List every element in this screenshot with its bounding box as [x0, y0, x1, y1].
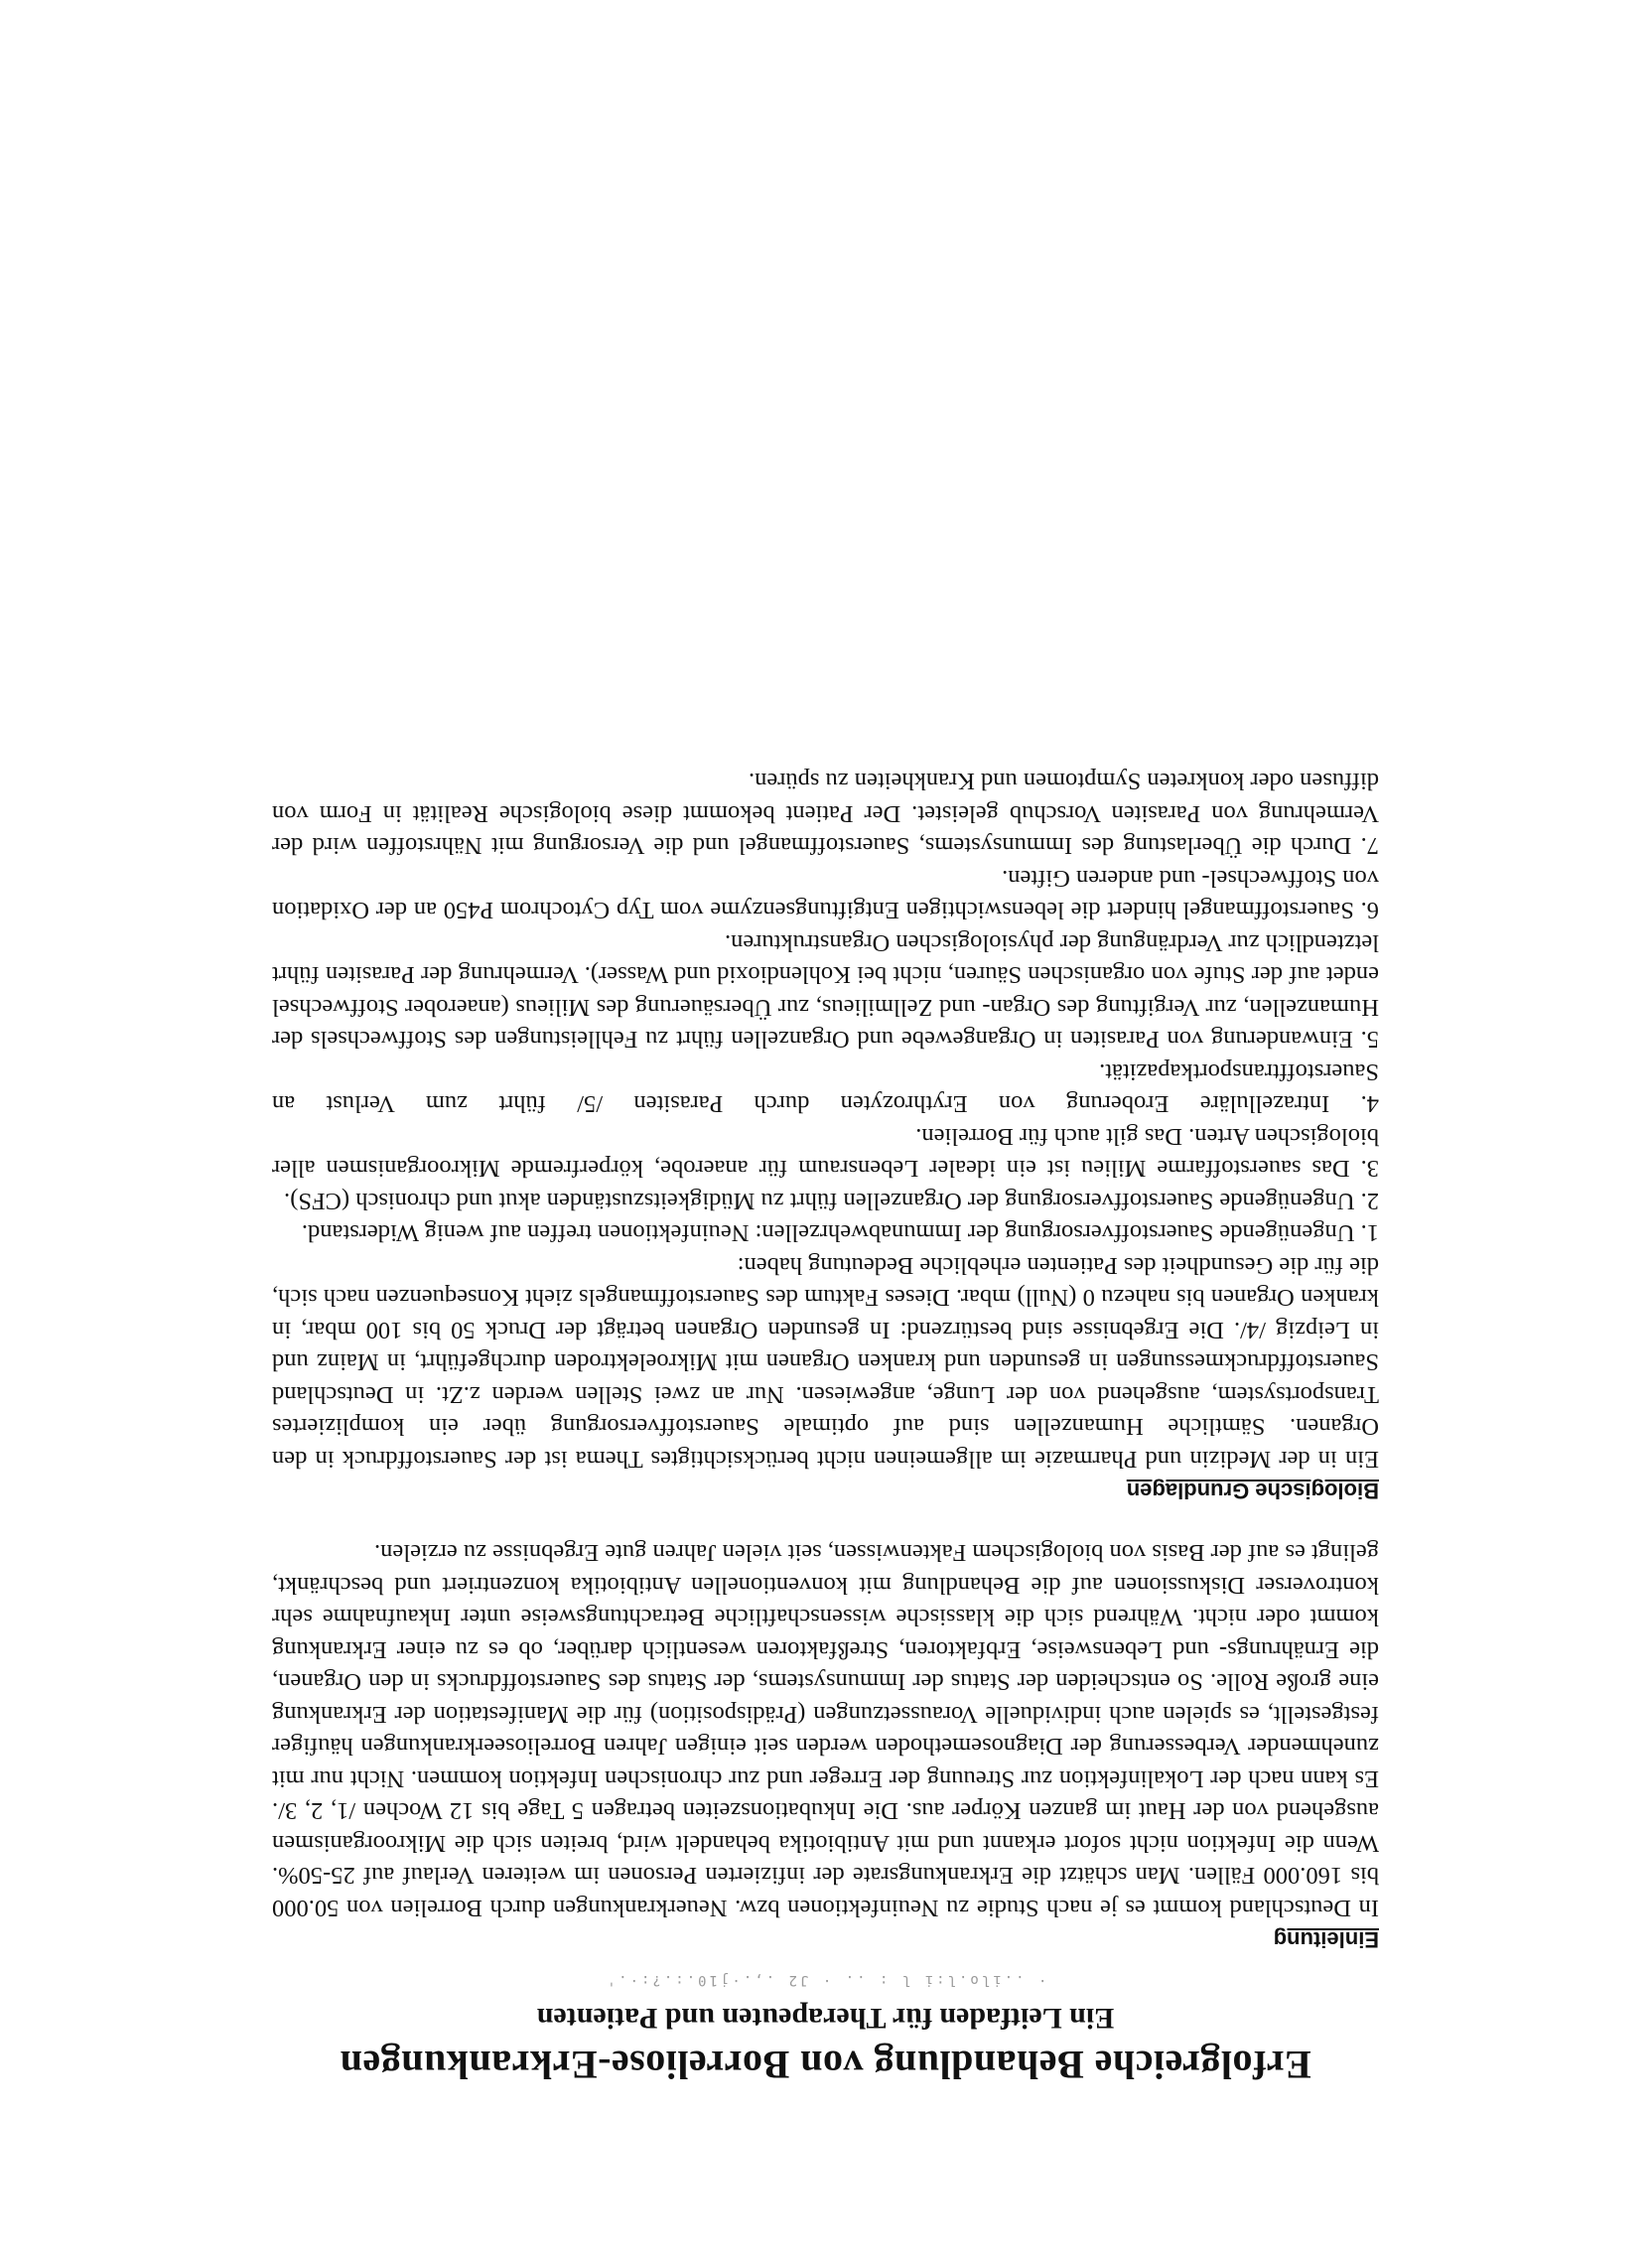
basics-heading: Biologische Grundlagen [1126, 1479, 1379, 1503]
document-page [272, 765, 1379, 2088]
list-item: 1. Ungenügende Sauerstoffversorgung der Immunabwehrzellen: Neuinfektionen treffen auf wenig Widerstand. [301, 1219, 1379, 1247]
document-title: Erfolgreiche Behandlung von Borreliose-Erkrankungen [340, 2043, 1311, 2087]
list-item: 6. Sauerstoffmangel hindert die lebenswichtigen Entgiftungsenzyme vom Typ Cytochrom P450 an der Oxidation von Stoffwechsel- und anderen Giften. [272, 865, 1379, 924]
section-basics [272, 765, 1379, 1506]
faint-stamp: · ..ilo.l:i l : .. · J2 .,.·j10.:.?:·.' [604, 1972, 1047, 1988]
list-item: 2. Ungenügende Sauerstoffversorgung der Organzellen führt zu Müdigkeitszuständen akut und chronisch (CFS). [284, 1188, 1379, 1214]
list-item: 3. Das sauerstoffarme Milieu ist ein idealer Lebensraum für anaerobe, körperfremde Mikroorganismen aller biologischen Arten. Das gilt auch für Borrelien. [272, 1123, 1379, 1183]
document-subtitle: Ein Leitfaden für Therapeuten und Patienten [536, 2002, 1115, 2035]
basics-paragraph: Ein in der Medizin und Pharmazie im allgemeinen nicht berücksichtigtes Thema ist der Sauerstoffdruck in den Organen. Sämtliche Humanzellen sind auf optimale Sauerstoffversorgung über ein kompliziertes Transportsystem, ausgehend von der Lunge, angewiesen. Nur an zwei Stellen werden z.Zt. in Deutschland Sauerstoffdruckmessungen in gesunden und kranken Organen mit Mikroelektroden durchgeführt, in Mainz und in Leipzig /4/. Die Ergebnisse sind bestürzend: In gesunden Organen beträgt der Druck 50 bis 100 mbar, in kranken Organen bis nahezu 0 (Null) mbar. Dieses Faktum des Sauerstoffmangels zieht Konsequenzen nach sich, die für die Gesundheit des Patienten erhebliche Bedeutung haben: [272, 1252, 1379, 1473]
intro-paragraph: In Deutschland kommt es je nach Studie zu Neuinfektionen bzw. Neuerkrankungen durch Borrelien von 50.000 bis 160.000 Fällen. Man schätzt die Erkrankungsrate der infizierten Personen im weiteren Verlauf auf 25-50%. Wenn die Infektion nicht sofort erkannt und mit Antibiotika behandelt wird, breiten sich die Mikroorganismen ausgehend von der Haut im ganzen Körper aus. Die Inkubationszeiten betragen 5 Tage bis 12 Wochen /1, 2, 3/. Es kann nach der Lokalinfektion zur Streuung der Erreger und zur chronischen Infektion kommen. Nicht nur mit zunehmender Verbesserung der Diagnosemethoden werden seit einigen Jahren Borrelioseerkrankungen häufiger festgestellt, es spielen auch individuelle Voraussetzungen (Prädisposition) für die Manifestation der Erkrankung eine große Rolle. So entscheiden der Status der Immunsystems, der Status des Sauerstoffdrucks in den Organen, die Ernährungs- und Lebensweise, Erbfaktoren, Streßfaktoren wesentlich darüber, ob es zu einer Erkrankung kommt oder nicht. Während sich die klassische wissenschaftliche Betrachtungsweise unter Inkaufnahme sehr kontroverser Diskussionen auf die Behandlung mit konventionellen Antibiotika konzentriert und beschränkt, gelingt es auf der Basis von biologischem Faktenwissen, seit vielen Jahren gute Ergebnisse zu erzielen. [272, 1539, 1379, 1921]
list-item: 5. Einwanderung von Parasiten in Organgewebe und Organzellen führt zu Fehlleistungen des Stoffwechsels der Humanzellen, zur Vergiftung des Organ- und Zellmilieus, zur Übersäuerung des Milieus (anaerober Stoffwechsel endet auf der Stufe von organischen Säuren, nicht bei Kohlendioxid und Wasser). Vermehrung der Parasiten führt letztendlich zur Verdrängung der physiologischen Organstrukturen. [272, 929, 1379, 1054]
consequence-list [272, 765, 1379, 1249]
section-gap [272, 1506, 1379, 1536]
list-item: 7. Durch die Überlastung des Immunsystems, Sauerstoffmangel und die Versorgung mit Nährstoffen wird der Vermehrung von Parasiten Vorschub geleistet. Der Patient bekommt diese biologische Realität in Form von diffusen oder konkreten Symptomen und Krankheiten zu spüren. [272, 768, 1379, 860]
section-intro [272, 1536, 1379, 1955]
list-item: 4. Intrazelluläre Eroberung von Erythrozyten durch Parasiten /5/ führt zum Verlust an Sauerstofftransportkapazität. [272, 1058, 1379, 1118]
intro-heading: Einleitung [1273, 1927, 1379, 1952]
